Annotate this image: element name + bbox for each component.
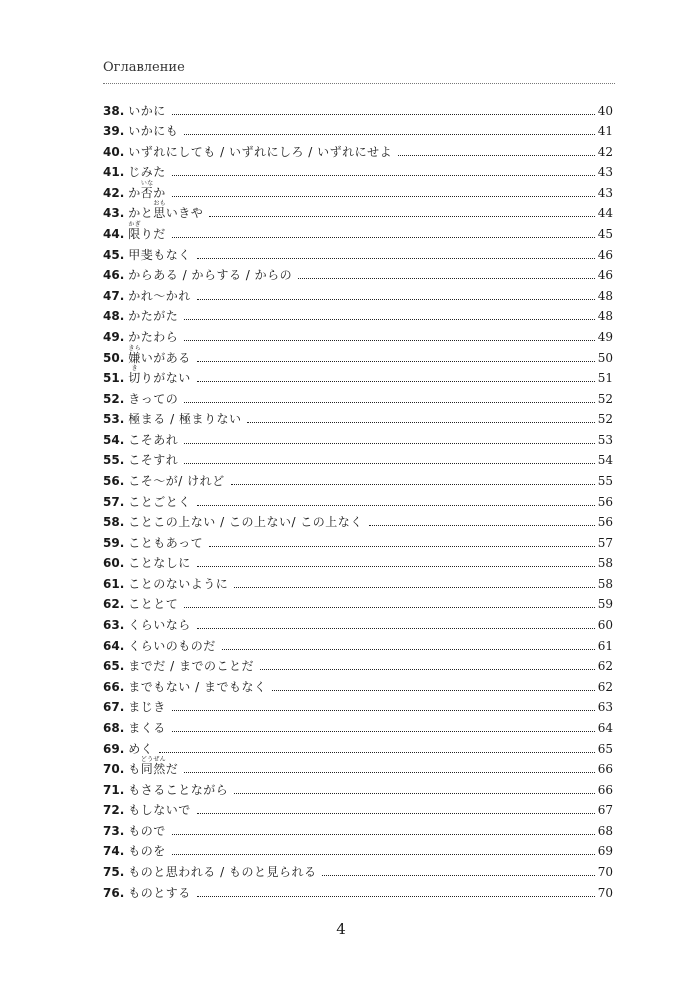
toc-entry-title: ものと思われる / ものと見られる bbox=[128, 864, 317, 879]
dot-leader bbox=[172, 834, 595, 835]
toc-entry[interactable] bbox=[103, 776, 613, 797]
toc-entry-page: 42 bbox=[597, 144, 613, 159]
toc-entry-page: 49 bbox=[597, 329, 613, 344]
toc-entry-title: めく bbox=[128, 741, 154, 756]
toc-entry[interactable] bbox=[103, 426, 613, 447]
toc-entry[interactable] bbox=[103, 138, 613, 159]
toc-entry-page: 52 bbox=[597, 391, 613, 406]
dot-leader bbox=[209, 216, 594, 217]
dot-leader bbox=[197, 628, 595, 629]
toc-entry-number: 74. bbox=[103, 844, 125, 859]
toc-entry[interactable] bbox=[103, 118, 613, 139]
toc-entry-number: 49. bbox=[103, 329, 125, 344]
toc-entry-number: 75. bbox=[103, 864, 125, 879]
toc-entry-number: 54. bbox=[103, 432, 125, 447]
toc-entry-title: かと思おもいきや bbox=[128, 200, 204, 221]
dot-leader bbox=[197, 361, 595, 362]
toc-entry-number: 73. bbox=[103, 823, 125, 838]
furigana-annotation: 切き bbox=[128, 365, 141, 386]
toc-entry-page: 50 bbox=[597, 350, 613, 365]
dot-leader bbox=[197, 381, 595, 382]
toc-entry-number: 48. bbox=[103, 309, 125, 324]
toc-entry[interactable] bbox=[103, 879, 613, 900]
toc-entry-title: こそすれ bbox=[128, 453, 179, 468]
toc-entry-title: こそあれ bbox=[128, 432, 179, 447]
toc-entry-title: 甲斐もなく bbox=[128, 247, 191, 262]
toc-entry[interactable] bbox=[103, 262, 613, 283]
toc-entry-title: いかにも bbox=[128, 124, 179, 139]
toc-entry-number: 41. bbox=[103, 165, 125, 180]
toc-entry-number: 43. bbox=[103, 206, 125, 221]
dot-leader bbox=[184, 134, 594, 135]
dot-leader bbox=[322, 875, 594, 876]
toc-entry[interactable] bbox=[103, 220, 613, 241]
table-of-contents bbox=[103, 97, 613, 900]
toc-entry-title: いずれにしても / いずれにしろ / いずれにせよ bbox=[128, 144, 393, 159]
header-divider bbox=[103, 83, 615, 84]
toc-entry-number: 53. bbox=[103, 412, 125, 427]
toc-entry-number: 50. bbox=[103, 350, 125, 365]
toc-entry-title: ことごとく bbox=[128, 494, 191, 509]
toc-entry-page: 55 bbox=[597, 473, 613, 488]
toc-entry-page: 66 bbox=[597, 782, 613, 797]
toc-entry-number: 70. bbox=[103, 762, 125, 777]
toc-entry-page: 63 bbox=[597, 700, 613, 715]
dot-leader bbox=[172, 237, 595, 238]
dot-leader bbox=[172, 854, 595, 855]
toc-entry-title: ものとする bbox=[128, 885, 191, 900]
dot-leader bbox=[184, 772, 594, 773]
toc-entry[interactable] bbox=[103, 714, 613, 735]
furigana-annotation: 思おも bbox=[153, 200, 166, 221]
dot-leader bbox=[247, 422, 594, 423]
dot-leader bbox=[234, 793, 594, 794]
toc-entry-title: きっての bbox=[128, 391, 179, 406]
toc-entry-number: 38. bbox=[103, 103, 125, 118]
dot-leader bbox=[184, 319, 594, 320]
toc-entry-number: 56. bbox=[103, 473, 125, 488]
toc-entry-number: 42. bbox=[103, 185, 125, 200]
toc-entry[interactable] bbox=[103, 282, 613, 303]
toc-entry-title: 切きりがない bbox=[128, 365, 191, 386]
toc-entry[interactable] bbox=[103, 241, 613, 262]
toc-entry-title: こととて bbox=[128, 597, 179, 612]
toc-entry-page: 45 bbox=[597, 227, 613, 242]
toc-entry[interactable] bbox=[103, 756, 613, 777]
toc-entry-page: 44 bbox=[597, 206, 613, 221]
toc-entry-page: 62 bbox=[597, 679, 613, 694]
toc-entry-page: 64 bbox=[597, 720, 613, 735]
dot-leader bbox=[184, 340, 594, 341]
toc-entry-number: 62. bbox=[103, 597, 125, 612]
toc-entry[interactable] bbox=[103, 447, 613, 468]
toc-entry-page: 41 bbox=[597, 124, 613, 139]
toc-entry-page: 66 bbox=[597, 762, 613, 777]
toc-entry[interactable] bbox=[103, 673, 613, 694]
toc-entry-page: 62 bbox=[597, 659, 613, 674]
toc-entry-title: も同然どうぜんだ bbox=[128, 756, 179, 777]
toc-entry[interactable] bbox=[103, 467, 613, 488]
dot-leader bbox=[184, 607, 594, 608]
toc-entry-title: かたがた bbox=[128, 309, 179, 324]
dot-leader bbox=[184, 463, 594, 464]
toc-entry-number: 58. bbox=[103, 515, 125, 530]
toc-entry-page: 56 bbox=[597, 515, 613, 530]
dot-leader bbox=[260, 669, 595, 670]
toc-entry[interactable] bbox=[103, 817, 613, 838]
toc-entry[interactable] bbox=[103, 570, 613, 591]
toc-entry-page: 46 bbox=[597, 247, 613, 262]
toc-entry[interactable] bbox=[103, 509, 613, 530]
toc-entry-page: 61 bbox=[597, 638, 613, 653]
toc-entry-title: ことのないように bbox=[128, 576, 229, 591]
dot-leader bbox=[197, 505, 595, 506]
toc-entry-page: 69 bbox=[597, 844, 613, 859]
dot-leader bbox=[197, 258, 595, 259]
toc-entry-page: 67 bbox=[597, 803, 613, 818]
toc-entry-number: 39. bbox=[103, 124, 125, 139]
toc-entry-title: ことこの上ない / この上ない/ この上なく bbox=[128, 515, 363, 530]
toc-entry-title: こそ～が/ けれど bbox=[128, 473, 225, 488]
dot-leader bbox=[231, 484, 595, 485]
toc-entry-title: ものを bbox=[128, 844, 166, 859]
toc-entry-page: 65 bbox=[597, 741, 613, 756]
toc-entry-title: ことなしに bbox=[128, 556, 191, 571]
dot-leader bbox=[172, 731, 595, 732]
toc-entry-number: 59. bbox=[103, 535, 125, 550]
toc-entry[interactable] bbox=[103, 550, 613, 571]
toc-entry-title: くらいなら bbox=[128, 618, 191, 633]
toc-entry[interactable] bbox=[103, 735, 613, 756]
toc-entry-title: かれ～かれ bbox=[128, 288, 191, 303]
toc-entry-title: こともあって bbox=[128, 535, 204, 550]
dot-leader bbox=[197, 299, 595, 300]
toc-entry-number: 44. bbox=[103, 227, 125, 242]
toc-entry-title: からある / からする / からの bbox=[128, 268, 293, 283]
toc-entry-page: 48 bbox=[597, 309, 613, 324]
toc-entry-title: まじき bbox=[128, 700, 166, 715]
toc-entry-title: もさることながら bbox=[128, 782, 229, 797]
dot-leader bbox=[234, 587, 594, 588]
toc-entry-page: 52 bbox=[597, 412, 613, 427]
toc-entry-number: 71. bbox=[103, 782, 125, 797]
toc-entry-page: 53 bbox=[597, 432, 613, 447]
toc-entry-page: 43 bbox=[597, 165, 613, 180]
toc-entry-page: 51 bbox=[597, 371, 613, 386]
toc-entry-title: までだ / までのことだ bbox=[128, 659, 254, 674]
toc-entry-number: 60. bbox=[103, 556, 125, 571]
toc-entry-page: 56 bbox=[597, 494, 613, 509]
toc-entry-page: 48 bbox=[597, 288, 613, 303]
toc-entry-number: 68. bbox=[103, 720, 125, 735]
dot-leader bbox=[197, 813, 595, 814]
toc-entry-number: 64. bbox=[103, 638, 125, 653]
dot-leader bbox=[369, 525, 595, 526]
toc-entry-number: 40. bbox=[103, 144, 125, 159]
toc-entry-page: 43 bbox=[597, 185, 613, 200]
toc-entry-page: 58 bbox=[597, 576, 613, 591]
toc-entry[interactable] bbox=[103, 591, 613, 612]
dot-leader bbox=[209, 546, 595, 547]
page-header-title: Оглавление bbox=[103, 60, 185, 75]
dot-leader bbox=[272, 690, 594, 691]
toc-entry[interactable] bbox=[103, 611, 613, 632]
toc-entry[interactable] bbox=[103, 797, 613, 818]
page-number: 4 bbox=[336, 920, 346, 938]
toc-entry-title: いかに bbox=[128, 103, 166, 118]
dot-leader bbox=[172, 196, 595, 197]
toc-entry-title: もので bbox=[128, 823, 166, 838]
toc-entry-title: 極まる / 極まりない bbox=[128, 412, 242, 427]
toc-entry-number: 55. bbox=[103, 453, 125, 468]
toc-entry[interactable] bbox=[103, 488, 613, 509]
toc-entry-title: までもない / までもなく bbox=[128, 679, 267, 694]
dot-leader bbox=[197, 896, 595, 897]
dot-leader bbox=[222, 649, 595, 650]
toc-entry[interactable] bbox=[103, 694, 613, 715]
toc-entry-number: 65. bbox=[103, 659, 125, 674]
toc-entry-number: 72. bbox=[103, 803, 125, 818]
toc-entry[interactable] bbox=[103, 179, 613, 200]
toc-entry[interactable] bbox=[103, 858, 613, 879]
toc-entry-number: 66. bbox=[103, 679, 125, 694]
toc-entry-number: 47. bbox=[103, 288, 125, 303]
toc-entry-number: 52. bbox=[103, 391, 125, 406]
toc-entry-page: 54 bbox=[597, 453, 613, 468]
toc-entry-number: 63. bbox=[103, 618, 125, 633]
toc-entry[interactable] bbox=[103, 838, 613, 859]
dot-leader bbox=[184, 443, 594, 444]
toc-entry[interactable] bbox=[103, 200, 613, 221]
dot-leader bbox=[172, 710, 595, 711]
toc-entry-number: 61. bbox=[103, 576, 125, 591]
dot-leader bbox=[184, 402, 594, 403]
toc-entry-page: 58 bbox=[597, 556, 613, 571]
toc-entry[interactable] bbox=[103, 653, 613, 674]
toc-entry-title: か否いなか bbox=[128, 179, 166, 200]
toc-entry-title: くらいのものだ bbox=[128, 638, 216, 653]
dot-leader bbox=[172, 114, 595, 115]
toc-entry-title: かたわら bbox=[128, 329, 179, 344]
toc-entry-title: じみた bbox=[128, 165, 166, 180]
toc-entry-page: 70 bbox=[597, 864, 613, 879]
toc-entry-title: 嫌きらいがある bbox=[128, 344, 191, 365]
furigana-annotation: 同然どうぜん bbox=[140, 756, 166, 777]
toc-entry-page: 40 bbox=[597, 103, 613, 118]
toc-entry-title: もしないで bbox=[128, 803, 191, 818]
toc-entry-number: 67. bbox=[103, 700, 125, 715]
toc-entry-title: 限かぎりだ bbox=[128, 221, 166, 242]
toc-entry-page: 68 bbox=[597, 823, 613, 838]
toc-entry-number: 57. bbox=[103, 494, 125, 509]
toc-entry-number: 69. bbox=[103, 741, 125, 756]
toc-entry[interactable] bbox=[103, 303, 613, 324]
toc-entry[interactable] bbox=[103, 323, 613, 344]
toc-entry[interactable] bbox=[103, 406, 613, 427]
dot-leader bbox=[197, 566, 595, 567]
toc-entry-page: 70 bbox=[597, 885, 613, 900]
toc-entry[interactable] bbox=[103, 159, 613, 180]
furigana-annotation: 嫌きら bbox=[128, 344, 141, 365]
toc-entry[interactable] bbox=[103, 385, 613, 406]
toc-entry-page: 46 bbox=[597, 268, 613, 283]
toc-entry-title: まくる bbox=[128, 720, 166, 735]
toc-entry[interactable] bbox=[103, 529, 613, 550]
toc-entry-page: 59 bbox=[597, 597, 613, 612]
toc-entry-page: 57 bbox=[597, 535, 613, 550]
toc-entry[interactable] bbox=[103, 365, 613, 386]
toc-entry-page: 60 bbox=[597, 618, 613, 633]
toc-entry-number: 46. bbox=[103, 268, 125, 283]
dot-leader bbox=[172, 175, 595, 176]
furigana-annotation: 否いな bbox=[140, 179, 154, 200]
toc-entry-number: 51. bbox=[103, 371, 125, 386]
toc-entry[interactable] bbox=[103, 344, 613, 365]
toc-entry[interactable] bbox=[103, 632, 613, 653]
toc-entry[interactable] bbox=[103, 97, 613, 118]
toc-entry-number: 76. bbox=[103, 885, 125, 900]
dot-leader bbox=[159, 752, 594, 753]
furigana-annotation: 限かぎ bbox=[128, 221, 141, 242]
toc-entry-number: 45. bbox=[103, 247, 125, 262]
dot-leader bbox=[298, 278, 595, 279]
dot-leader bbox=[398, 155, 595, 156]
